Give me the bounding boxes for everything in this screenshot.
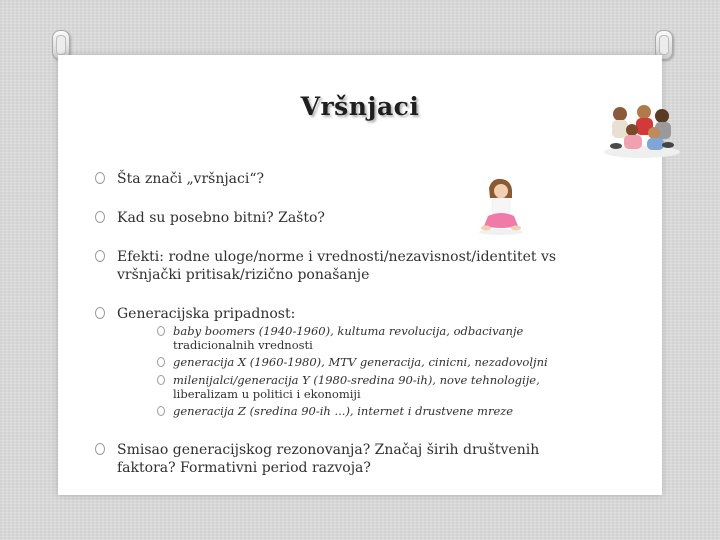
sub-bullet-line: milenijalci/generacija Y (1980-sredina 90-ih), nove tehnologije, bbox=[173, 373, 540, 387]
bullet-marker-icon bbox=[95, 443, 105, 455]
sub-bullet-item bbox=[173, 355, 548, 369]
children-group-icon bbox=[598, 100, 686, 162]
sub-bullet-item bbox=[173, 324, 523, 352]
bullet-text-line: Efekti: rodne uloge/norme i vrednosti/nezavisnost/identitet vs bbox=[117, 249, 557, 265]
bullet-item bbox=[117, 170, 264, 188]
bullet-text-line: Smisao generacijskog rezonovanja? Značaj širih društvenih bbox=[117, 442, 540, 458]
bullet-marker-icon bbox=[157, 406, 165, 416]
bullet-item bbox=[117, 441, 539, 477]
bullet-text: Šta znači „vršnjaci“? bbox=[117, 171, 264, 187]
sub-bullet-item bbox=[173, 404, 513, 418]
sub-bullet-text: generacija Z (sredina 90-ih ...), internet i drustvene mreze bbox=[173, 404, 514, 418]
bullet-marker-icon bbox=[95, 172, 105, 184]
bullet-marker-icon bbox=[95, 211, 105, 223]
bullet-marker-icon bbox=[157, 326, 165, 336]
bullet-item bbox=[117, 248, 556, 284]
bullet-marker-icon bbox=[157, 357, 165, 367]
bullet-marker-icon bbox=[95, 250, 105, 262]
bullet-text: Generacijska pripadnost: bbox=[117, 306, 296, 322]
sub-bullet-line: tradicionalnih vrednosti bbox=[173, 338, 313, 352]
bullet-marker-icon bbox=[157, 375, 165, 385]
bullet-text: Kad su posebno bitni? Zašto? bbox=[117, 210, 325, 226]
bullet-text-line: faktora? Formativni period razvoja? bbox=[117, 460, 371, 476]
sub-bullet-line: liberalizam u politici i ekonomiji bbox=[173, 387, 361, 401]
slide-title: Vršnjaci bbox=[300, 92, 420, 121]
sub-bullet-item bbox=[173, 373, 540, 401]
bullet-marker-icon bbox=[95, 307, 105, 319]
bullet-item bbox=[117, 305, 295, 323]
sub-bullet-line: baby boomers (1940-1960), kultuma revolucija, odbacivanje bbox=[173, 324, 524, 338]
sitting-girl-icon bbox=[476, 178, 526, 236]
bullet-item bbox=[117, 209, 325, 227]
sub-bullet-text: generacija X (1960-1980), MTV generacija, cinicni, nezadovoljni bbox=[173, 355, 548, 369]
bullet-text-line: vršnjački pritisak/rizično ponašanje bbox=[117, 267, 370, 283]
